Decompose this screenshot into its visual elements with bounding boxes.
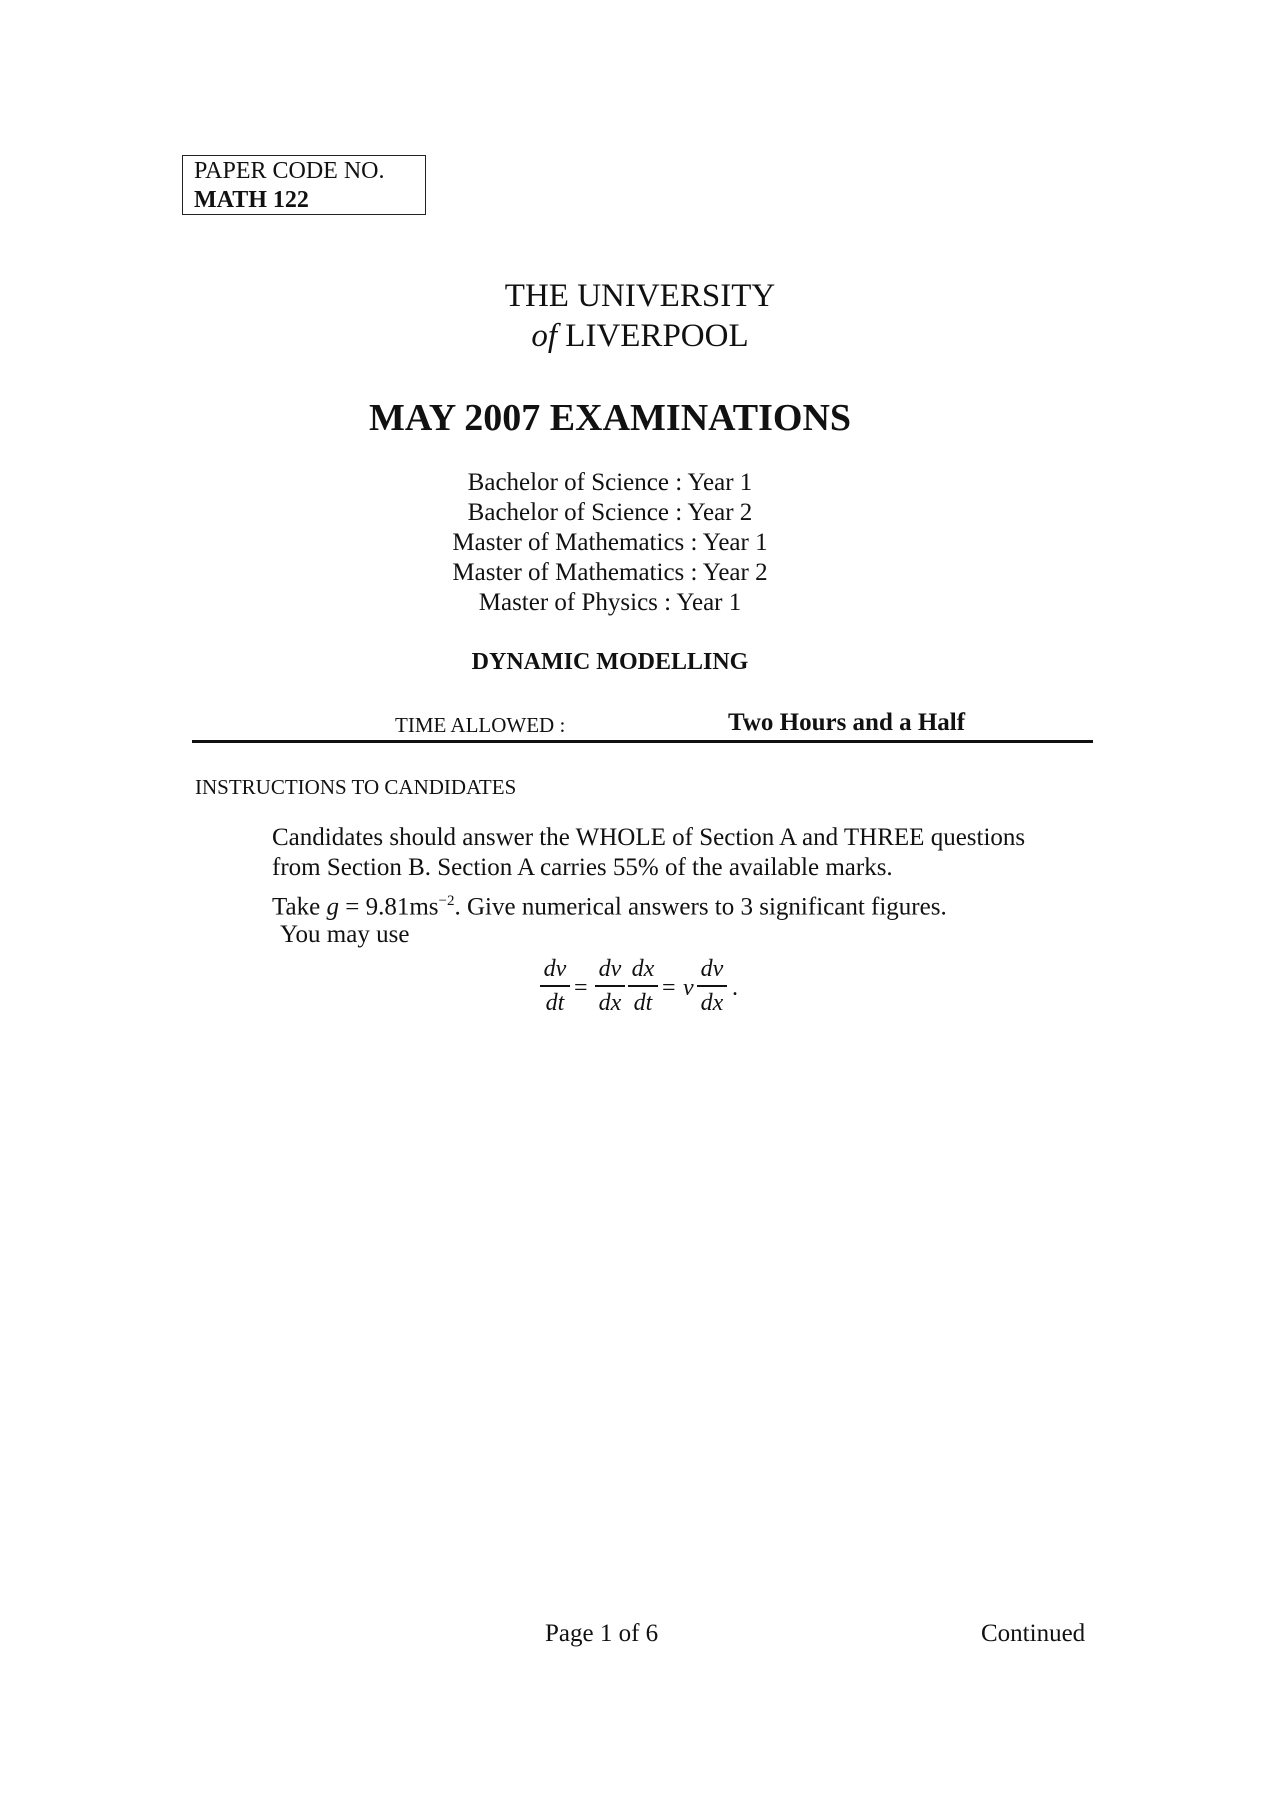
university-line1: THE UNIVERSITY	[504, 278, 776, 314]
degree-item: Bachelor of Science : Year 1	[467, 469, 753, 496]
fraction-dv-dx	[595, 955, 625, 1017]
instruction-line-gravity	[272, 886, 947, 922]
denominator: dt	[545, 989, 565, 1016]
denominator: dt	[633, 989, 653, 1016]
degree-item: Master of Physics : Year 1	[478, 589, 742, 616]
instruction-line: from Section B. Section A carries 55% of the available marks.	[272, 854, 893, 881]
take-text: Take	[272, 893, 321, 921]
numerator: dv	[543, 956, 567, 982]
time-allowed-label: TIME ALLOWED :	[395, 713, 566, 737]
degree-item: Bachelor of Science : Year 2	[467, 499, 753, 526]
fraction-bar	[697, 985, 727, 987]
numerator: dv	[700, 956, 724, 982]
course-title: DYNAMIC MODELLING	[471, 649, 749, 675]
university-name: LIVERPOOL	[565, 318, 749, 354]
chain-rule-formula	[540, 955, 760, 1025]
denominator: dx	[598, 989, 622, 1016]
numerator: dx	[631, 956, 655, 982]
g-symbol: g	[326, 893, 339, 921]
fraction-bar	[628, 985, 658, 987]
paper-code-box	[182, 155, 426, 215]
university-line2	[440, 316, 840, 356]
g-value: = 9.81ms	[345, 893, 439, 921]
paper-code-value: MATH 122	[194, 187, 309, 213]
continued-label: Continued	[981, 1620, 1086, 1647]
time-allowed-value: Two Hours and a Half	[728, 709, 966, 736]
g-exponent: −2	[438, 893, 455, 909]
exam-title: MAY 2007 EXAMINATIONS	[368, 397, 852, 439]
university-heading	[440, 276, 840, 356]
university-of: of	[531, 318, 558, 354]
instruction-line: You may use	[280, 921, 410, 948]
degree-item: Master of Mathematics : Year 1	[452, 529, 768, 556]
fraction-bar	[595, 985, 625, 987]
gravity-suffix: . Give numerical answers to 3 significant figures.	[454, 893, 947, 921]
fraction-dv-dx	[697, 955, 727, 1017]
fraction-dx-dt	[628, 955, 658, 1017]
equals-sign: =	[574, 975, 588, 1001]
equals-sign: =	[662, 975, 676, 1001]
velocity-symbol: v	[683, 975, 694, 1001]
denominator: dx	[700, 989, 724, 1016]
degree-list	[400, 468, 820, 618]
fraction-bar	[540, 985, 570, 987]
instructions-heading: INSTRUCTIONS TO CANDIDATES	[195, 775, 517, 799]
fraction-dv-dt	[540, 955, 570, 1017]
header-divider	[192, 740, 1093, 743]
paper-code-label: PAPER CODE NO.	[194, 158, 385, 184]
degree-item: Master of Mathematics : Year 2	[452, 559, 768, 586]
instruction-line: Candidates should answer the WHOLE of Section A and THREE questions	[272, 824, 1026, 851]
page-number: Page 1 of 6	[545, 1620, 659, 1647]
numerator: dv	[598, 956, 622, 982]
formula-period: .	[732, 975, 738, 1001]
